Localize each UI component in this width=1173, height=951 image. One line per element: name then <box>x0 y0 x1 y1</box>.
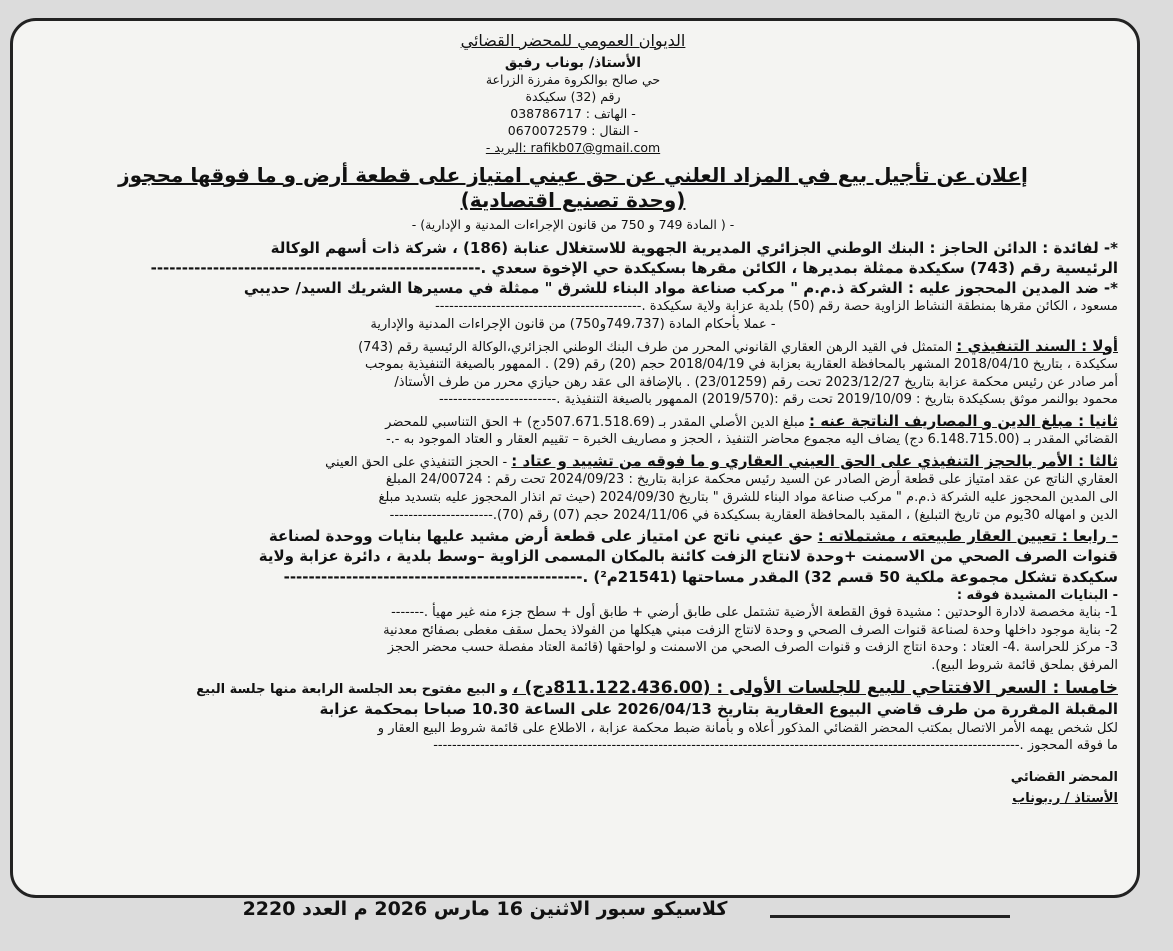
building-item-2: 2- بناية موجود داخلها وحدة لصناعة قنوات الصرف الصحي و وحدة لانتاج الزفت مبني هيكلها من الفولاذ يحمل سقف مغطى بصفائح معدنية <box>383 622 1118 638</box>
creditor-line-1: *- لفائدة : الدائن الحاجز : البنك الوطني الجزائري المديرية الجهوية للاستغلال عنابة (186) ، شركة ذات أسهم الوكالة <box>270 238 1118 257</box>
section-5-title-tail: و البيع مفتوح بعد الجلسة الرابعة منها جلسة البيع <box>196 681 508 697</box>
section-1-line-1: المتمثل في القيد الرهن العقاري القانوني المحرر من طرف البنك الوطني الجزائري،الوكالة الرئيسية رقم (743) <box>358 339 953 355</box>
section-3-line-3: الدين و امهاله 30يوم من تاريخ التبليغ) ، المقيد بالمحافظة العقارية بسكيكدة في 2024/11/06 حجم (07) رقم (70).---------------------- <box>389 507 1118 523</box>
section-5-line-2: لكل شخص يهمه الأمر الاتصال بمكتب المحضر القضائي المذكور أعلاه و بأمانة ضبط محكمة عزابة ، الاطلاع على قائمة شروط البيع العقار و <box>377 720 1118 736</box>
section-5-line-3: ما فوقه المحجوز .----------------------------------------------------------------------------------------------------------------------------- <box>433 738 1118 754</box>
section-4-line-2: قنوات الصرف الصحي من الاسمنت +وحدة لانتاج الزفت كائنة بالمكان المسمى الزاوية –وسط بلدية ، دائرة عزابة ولاية <box>258 547 1118 566</box>
announcement-title-line-2: (وحدة تصنيع اقتصادية) <box>460 187 686 212</box>
section-1-line-2: سكيكدة ، بتاريخ 2018/04/10 المشهر بالمحافظة العقارية بعزابة في 2018/04/19 حجم (20) رقم (29) . الممهور بالصيغة التنفيذية بموجب <box>364 357 1118 373</box>
parties <box>28 238 1118 334</box>
announcement-title <box>28 163 1118 213</box>
signature-name: الأستاذ / ر.بوناب <box>1012 791 1118 807</box>
section-4-line-3: سكيكدة تشكل مجموعة ملكية 50 قسم 32) المقدر مساحتها (21541م²) .------------------------------------------------ <box>283 567 1118 586</box>
section-5 <box>28 677 1118 755</box>
section-4-title: - رابعا : تعيين العقار طبيعته ، مشتملاته : <box>817 527 1118 546</box>
section-5-title: خامسا : السعر الافتتاحي للبيع للجلسات الأولى : (811.122.436.00دج) ، <box>512 677 1118 698</box>
buildings-title: - البنايات المشيدة فوقه : <box>956 587 1118 603</box>
section-3 <box>28 451 1118 524</box>
debtor-line-2: مسعود ، الكائن مقرها بمنطقة النشاط الزاوية حصة رقم (50) بلدية عزابة ولاية سكيكدة .-------------------------------------------- <box>435 299 1118 315</box>
section-1-title: أولا : السند التنفيذي : <box>956 336 1118 355</box>
bailiff-name: الأستاذ/ بوناب رفيق <box>504 54 642 71</box>
section-2-line-2: القضائي المقدر بـ (6.148.715.00 دج) يضاف اليه مجموع محاضر التنفيذ ، الحجز و مصاريف الخبرة – تقييم العقار و العتاد الموجود به -.- <box>385 432 1118 448</box>
section-1-line-3: أمر صادر عن رئيس محكمة عزابة بتاريخ 2023/12/27 تحت رقم (23/01259) . بالإضافة الى عقد رهن حيازي محرر من طرف الأستاذ/ <box>394 374 1118 390</box>
header <box>28 30 1118 157</box>
section-3-title: ثالثا : الأمر بالحجز التنفيذي على الحق العيني العقاري و ما فوقه من تشييد و عتاد : <box>511 451 1118 470</box>
announcement-title-line-1: إعلان عن تأجيل بيع في المزاد العلني عن حق عيني امتياز على قطعة أرض و ما فوقها محجوز <box>118 162 1028 187</box>
section-4 <box>28 526 1118 674</box>
creditor-line-2: الرئيسية رقم (743) سكيكدة ممثلة بمديرها ، الكائن مقرها بسكيكدة حي الإخوة سعدي .----------------------------------------------------- <box>150 258 1118 277</box>
section-1 <box>28 336 1118 409</box>
email: rafikb07@gmail.com :البريد - <box>485 139 661 155</box>
address-line-1: حي صالح بوالكروة مفرزة الزراعة <box>485 72 661 88</box>
address-line-2: رقم (32) سكيكدة <box>525 89 621 105</box>
legal-notice <box>28 30 1118 890</box>
section-3-line-1: العقاري الناتج عن عقد امتياز على قطعة أرض الصادر عن السيد رئيس محكمة عزابة بتاريخ : 2024/09/23 تحت رقم : 24/00724 المبلغ <box>385 472 1118 488</box>
signature-role: المحضر القضائي <box>1010 769 1118 785</box>
section-2-line-1: مبلغ الدين الأصلي المقدر بـ (507.671.518.69دج) + الحق التناسبي للمحضر <box>385 414 805 430</box>
debtor-line-3: - عملا بأحكام المادة (749،737و750) من قانون الإجراءات المدنية والإدارية <box>370 317 776 333</box>
building-item-4: المرفق بملحق قائمة شروط البيع). <box>931 657 1118 673</box>
section-3-line-2: الى المدين المحجوز عليه الشركة ذ.م.م " مركب صناعة مواد البناء للشرق " بتاريخ 2024/09/30 (حيث تم انذار المحجوز عليه بتسديد مبلغ <box>378 489 1118 505</box>
section-1-line-4: محمود بوالنمر موثق بسكيكدة بتاريخ : 2019/10/09 تحت رقم :(2019/570) الممهور بالصيغة التنفيذية .------------------------- <box>438 392 1118 408</box>
newspaper-footer: كلاسيكو سبور الاثنين 16 مارس 2026 م العدد 2220 <box>200 898 770 920</box>
debtor-line-1: *- ضد المدين المحجوز عليه : الشركة ذ.م.م " مركب صناعة مواد البناء للشرق " ممثلة في مسيرها الشريك السيد/ حديبي <box>243 279 1118 298</box>
section-2 <box>28 411 1118 449</box>
section-2-title: ثانيا : مبلغ الدين و المصاريف الناتجة عنه : <box>808 411 1118 430</box>
building-item-3: 3- مركز للحراسة .4- العتاد : وحدة انتاج الزفت و قنوات الصرف الصحي من الاسمنت و لواحقها (قائمة العتاد مفصلة حسب محضر الحجز <box>387 640 1118 656</box>
section-4-line-1: حق عيني ناتج عن امتياز على قطعة أرض مشيد عليها بنايات ووحدة لصناعة <box>268 527 813 546</box>
legal-reference: - ( المادة 749 و 750 من قانون الإجراءات المدنية و الإدارية) - <box>411 216 735 232</box>
phone: - الهاتف : 038786717 <box>510 106 636 122</box>
mobile: - النقال : 0670072579 <box>507 123 639 139</box>
office-title: الديوان العمومي للمحضر القضائي <box>460 31 686 50</box>
section-5-line-1: المقبلة المقررة من طرف قاضي البيوع العقارية بتاريخ 2026/04/13 على الساعة 10.30 صباحا بمحكمة عزابة <box>319 700 1118 719</box>
section-3-title-tail: - الحجز التنفيذي على الحق العيني <box>325 454 508 470</box>
building-item-1: 1- بناية مخصصة لادارة الوحدتين : مشيدة فوق القطعة الأرضية تشتمل على طابق أرضي + طابق أول + سطح جزء منه غير مهيأ .------- <box>391 605 1118 621</box>
signature-block <box>28 769 1118 808</box>
